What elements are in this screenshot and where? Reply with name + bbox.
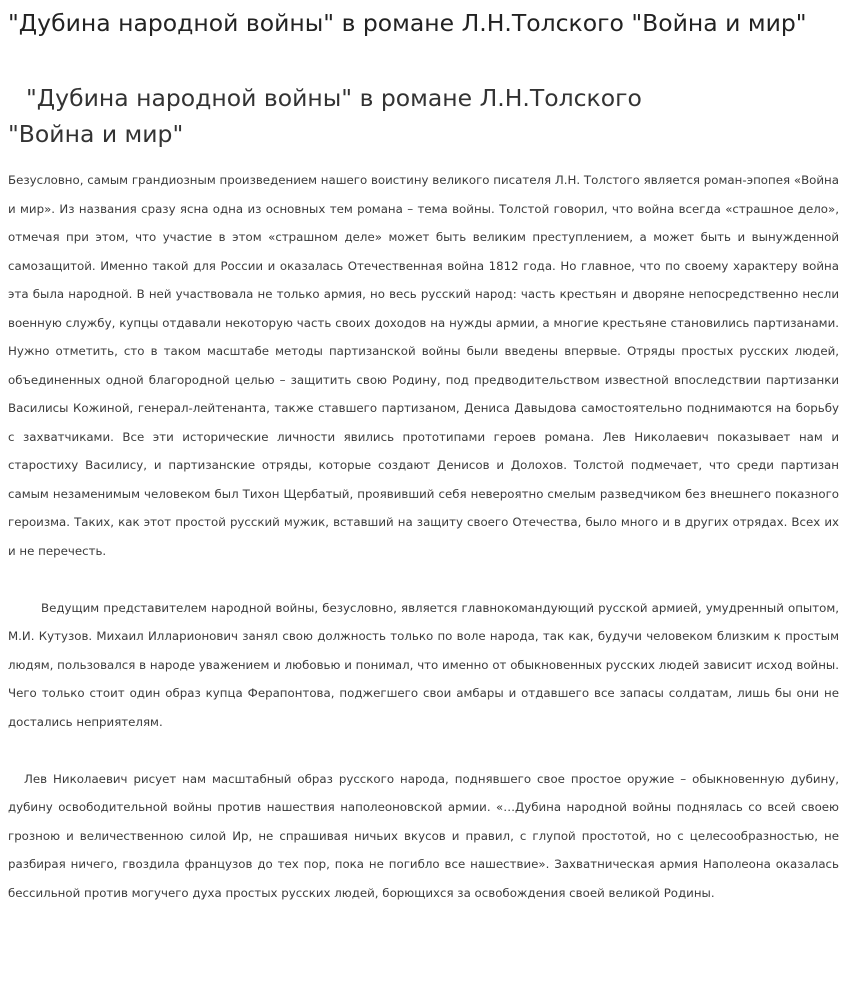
article-heading-line-2: "Война и мир" <box>8 120 184 148</box>
article-paragraph-3: Лев Николаевич рисует нам масштабный образ русского народа, поднявшего свое простое оружие – обыкновенную дубину, дубину освободительной войны против нашествия наполеоновской армии. «…Дубина народной войны поднялась со всей своею грозною и величественною силой Ир, не спрашивая ничьих вкусов и правил, с глупой простотой, но с целесообразностью, не разбирая ничего, гвоздила французов до тех пор, пока не погибло все нашествие». Захватническая армия Наполеона оказалась бессильной против могучего духа простых русских людей, борющихся за освобождения своей великой Родины. <box>8 771 839 900</box>
paragraph-spacer <box>8 565 839 594</box>
article-heading <box>8 80 839 152</box>
paragraph-spacer <box>8 736 839 765</box>
page-title: "Дубина народной войны" в романе Л.Н.Толского "Война и мир" <box>8 9 807 37</box>
article-heading-line-1: "Дубина народной войны" в романе Л.Н.Толского <box>26 84 642 112</box>
article-paragraph-1: Безусловно, самым грандиозным произведением нашего воистину великого писателя Л.Н. Толстого является роман-эпопея «Война и мир». Из названия сразу ясна одна из основных тем романа – тема войны. Толстой говорил, что война всегда «страшное дело», отмечая при этом, что участие в этом «страшном деле» может быть великим преступлением, а может быть и вынужденной самозащитой. Именно такой для России и оказалась Отечественная война 1812 года. Но главное, что по своему характеру война эта была народной. В ней участвовала не только армия, но весь русский народ: часть крестьян и дворяне непосредственно несли военную службу, купцы отдавали некоторую часть своих доходов на нужды армии, а многие крестьяне становились партизанами. Нужно отметить, сто в таком масштабе методы партизанской войны были введены впервые. Отряды простых русских людей, объединенных одной благородной целью – защитить свою Родину, под предводительством известной впоследствии партизанки Василисы Кожиной, генерал-лейтенанта, также ставшего партизаном, Дениса Давыдова самостоятельно поднимаются на борьбу с захватчиками. Все эти исторические личности явились прототипами героев романа. Лев Николаевич показывает нам и старостиху Василису, и партизанские отряды, которые создают Денисов и Долохов. Толстой подмечает, что среди партизан самым незаменимым человеком был Тихон Щербатый, проявивший себя невероятно смелым разведчиком без внешнего показного героизма. Таких, как этот простой русский мужик, вставший на защиту своего Отечества, было много и в других отрядах. Всех их и не перечесть. <box>8 173 839 558</box>
article-paragraph-2: Ведущим представителем народной войны, безусловно, является главнокомандующий русской армией, умудренный опытом, М.И. Кутузов. Михаил Илларионович занял свою должность только по воле народа, так как, будучи человеком близким к простым людям, пользовался в народе уважением и любовью и понимал, что именно от обыкновенных русских людей зависит исход войны. Чего только стоит один образ купца Ферапонтова, поджегшего свои амбары и отдавшего все запасы солдатам, лишь бы они не достались неприятелям. <box>8 600 839 729</box>
article-body <box>8 166 839 907</box>
